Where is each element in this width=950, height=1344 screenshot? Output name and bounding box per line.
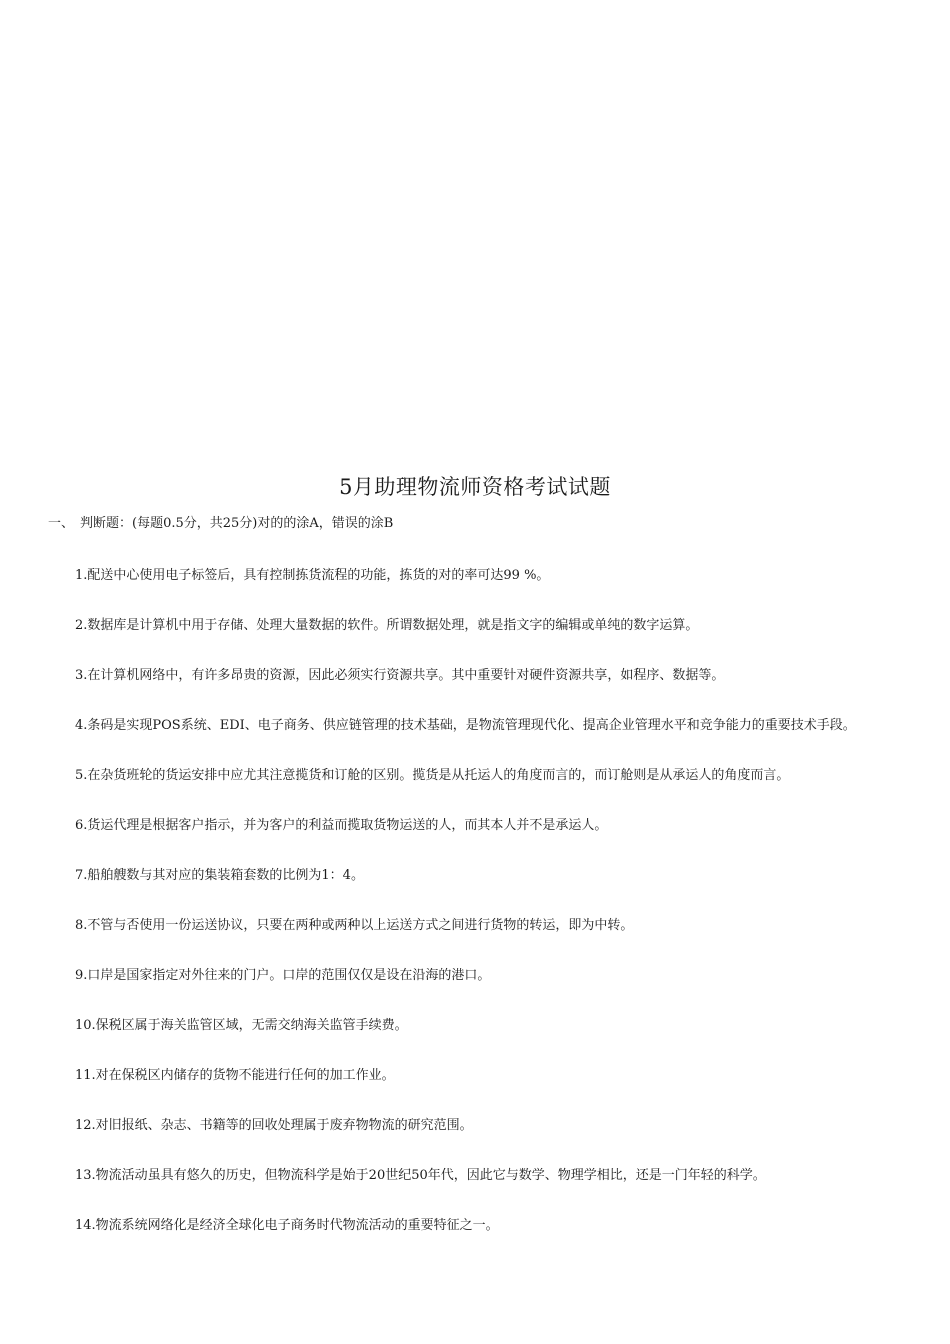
question-item: 13.物流活动虽具有悠久的历史，但物流科学是始于20世纪50年代，因此它与数学、物理学相比，还是一门年轻的科学。 <box>75 1168 766 1183</box>
question-item: 6.货运代理是根据客户指示，并为客户的利益而揽取货物运送的人，而其本人并不是承运人。 <box>75 818 608 833</box>
section-heading-text: 判断题：(每题0.5分，共25分)对的的涂A，错误的涂B <box>80 516 394 531</box>
question-item: 10.保税区属于海关监管区域，无需交纳海关监管手续费。 <box>75 1018 408 1033</box>
question-item: 12.对旧报纸、杂志、书籍等的回收处理属于废弃物物流的研究范围。 <box>75 1118 473 1133</box>
question-item: 5.在杂货班轮的货运安排中应尤其注意揽货和订舱的区别。揽货是从托运人的角度而言的，而订舱则是从承运人的角度而言。 <box>75 768 790 783</box>
section-number: 一、 <box>48 516 75 531</box>
question-item: 1.配送中心使用电子标签后，具有控制拣货流程的功能，拣货的对的率可达99 %。 <box>75 568 550 583</box>
question-item: 11.对在保税区内储存的货物不能进行任何的加工作业。 <box>75 1068 395 1083</box>
document-title: 5月助理物流师资格考试试题 <box>339 475 611 499</box>
section-heading <box>48 514 393 534</box>
question-item: 4.条码是实现POS系统、EDI、电子商务、供应链管理的技术基础，是物流管理现代化、提高企业管理水平和竞争能力的重要技术手段。 <box>75 718 856 733</box>
question-item: 9.口岸是国家指定对外往来的门户。口岸的范围仅仅是设在沿海的港口。 <box>75 968 491 983</box>
question-item: 3.在计算机网络中，有许多昂贵的资源，因此必须实行资源共享。其中重要针对硬件资源共享，如程序、数据等。 <box>75 668 725 683</box>
question-item: 14.物流系统网络化是经济全球化电子商务时代物流活动的重要特征之一。 <box>75 1218 499 1233</box>
question-item: 8.不管与否使用一份运送协议，只要在两种或两种以上运送方式之间进行货物的转运，即为中转。 <box>75 918 634 933</box>
question-item: 2.数据库是计算机中用于存储、处理大量数据的软件。所谓数据处理，就是指文字的编辑或单纯的数字运算。 <box>75 618 699 633</box>
question-item: 7.船舶艘数与其对应的集装箱套数的比例为1：4。 <box>75 868 364 883</box>
question-list <box>48 564 906 1264</box>
